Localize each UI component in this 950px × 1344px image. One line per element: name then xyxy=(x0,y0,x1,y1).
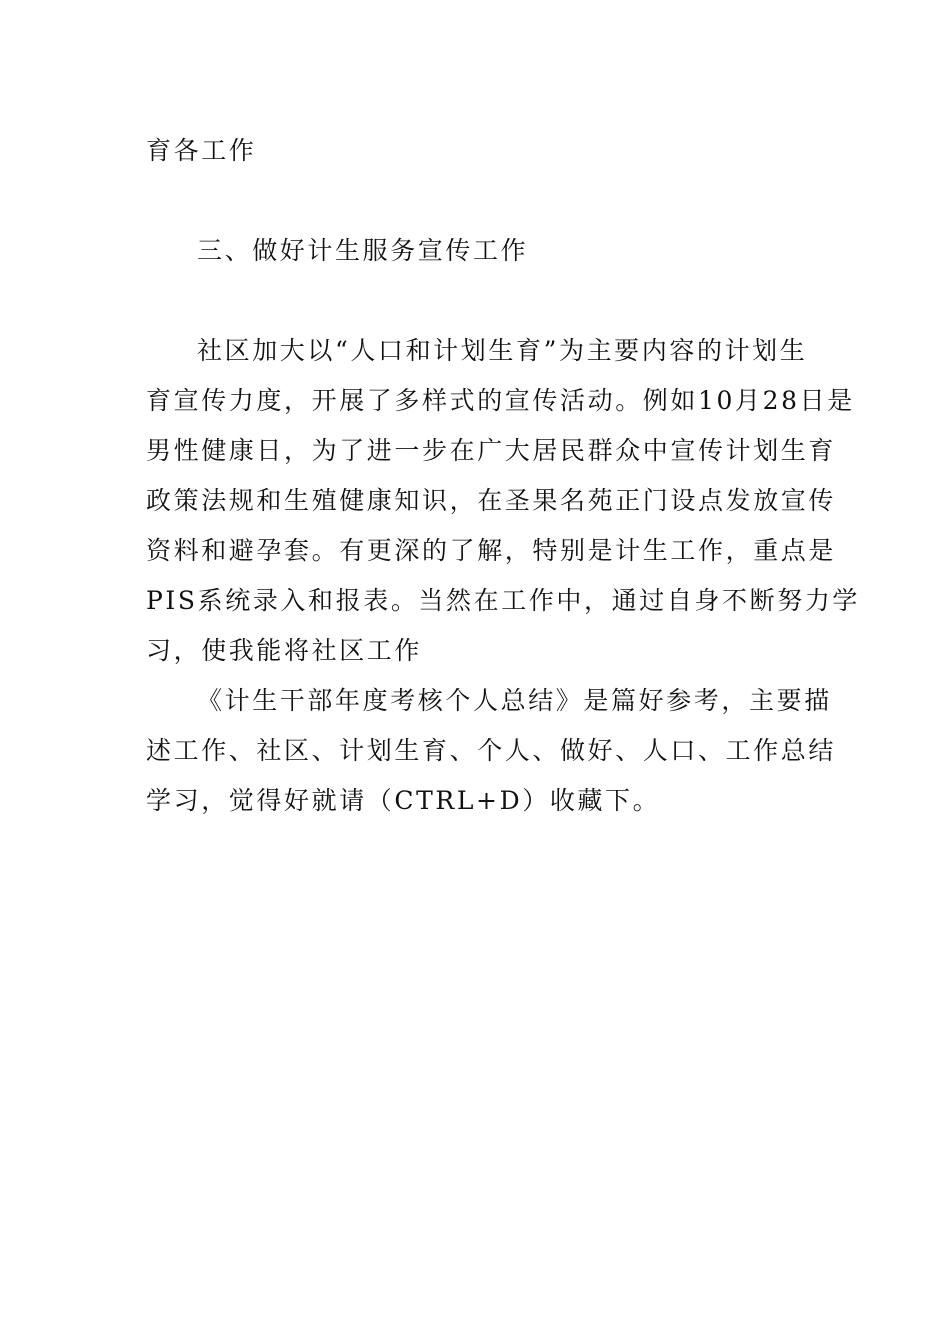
note-line: 《计生干部年度考核个人总结》是篇好参考，主要描 xyxy=(197,686,832,715)
note-line: 学习，觉得好就请（CTRL+D）收藏下。 xyxy=(146,786,661,815)
section-heading: 三、做好计生服务宣传工作 xyxy=(197,236,529,265)
paragraph-line: 资料和避孕套。有更深的了解，特别是计生工作，重点是 xyxy=(146,536,837,565)
paragraph-line: PIS系统录入和报表。当然在工作中，通过自身不断努力学 xyxy=(146,586,861,615)
paragraph-line: 政策法规和生殖健康知识，在圣果名苑正门设点发放宣传 xyxy=(146,486,837,515)
note-line: 述工作、社区、计划生育、个人、做好、人口、工作总结 xyxy=(146,736,837,765)
paragraph-line: 习，使我能将社区工作 xyxy=(146,636,423,665)
paragraph-line: 社区加大以“人口和计划生育”为主要内容的计划生 xyxy=(197,336,808,365)
paragraph-line: 育宣传力度，开展了多样式的宣传活动。例如10月28日是 xyxy=(146,386,855,415)
carryover-text-line: 育各工作 xyxy=(146,136,257,165)
paragraph-line: 男性健康日，为了进一步在广大居民群众中宣传计划生育 xyxy=(146,436,837,465)
